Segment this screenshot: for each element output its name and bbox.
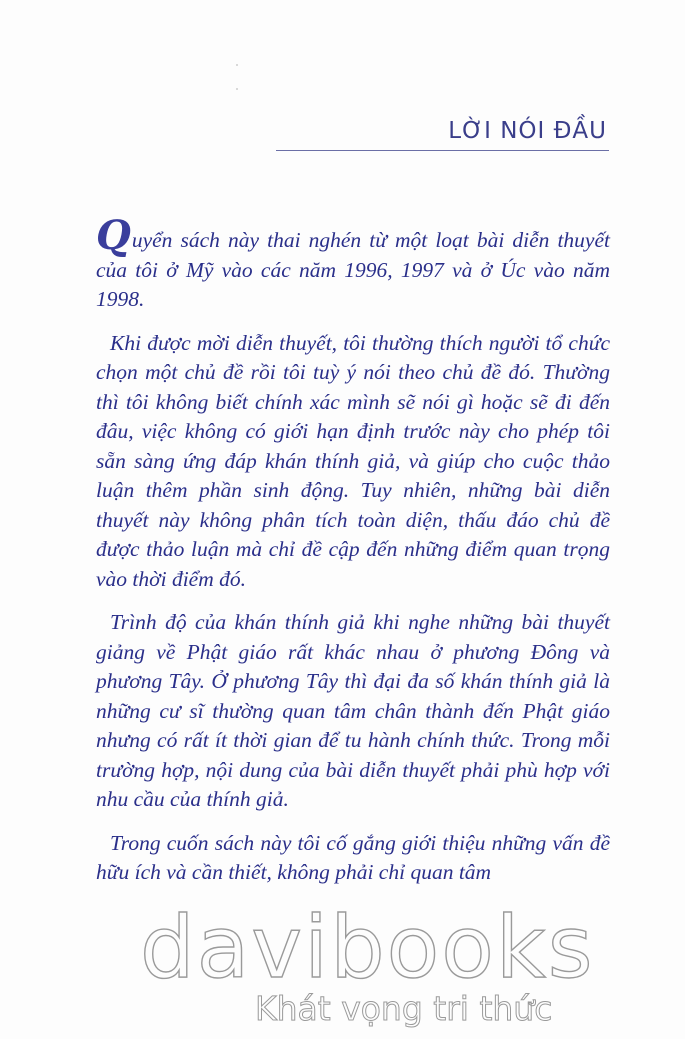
page-title: LỜI NÓI ĐẦU xyxy=(448,118,607,144)
title-rule xyxy=(276,150,609,151)
paragraph-1 xyxy=(96,212,610,315)
scan-speck xyxy=(236,64,238,66)
paragraph-1-text: uyển sách này thai nghén từ một loạt bài diễn thuyết của tôi ở Mỹ vào các năm 1996, 1997 và ở Úc vào năm 1998. xyxy=(96,228,610,311)
scan-speck xyxy=(236,88,238,90)
paragraph-4: Trong cuốn sách này tôi cố gắng giới thiệu những vấn đề hữu ích và cần thiết, không phải chỉ quan tâm xyxy=(96,830,610,884)
body-text xyxy=(96,212,610,902)
drop-cap: Q xyxy=(96,212,131,259)
paragraph-2: Khi được mời diễn thuyết, tôi thường thích người tổ chức chọn một chủ đề rồi tôi tuỳ ý nói theo chủ đề đó. Thường thì tôi không biết chính xác mình sẽ nói gì hoặc sẽ đi đến đâu, việc không có giới hạn định trước này cho phép tôi sẵn sàng ứng đáp khán thính giả, và giúp cho cuộc thảo luận thêm phần sinh động. Tuy nhiên, những bài diễn thuyết này không phân tích toàn diện, thấu đáo chủ đề được thảo luận mà chỉ đề cập đến những điểm quan trọng vào thời điểm đó. xyxy=(96,330,610,591)
watermark-slogan: Khát vọng tri thức xyxy=(255,989,553,1028)
watermark-brand: davibooks xyxy=(140,898,595,998)
paragraph-3: Trình độ của khán thính giả khi nghe những bài thuyết giảng về Phật giáo rất khác nhau ở phương Đông và phương Tây. Ở phương Tây thì đại đa số khán thính giả là những cư sĩ thường quan tâm chân thành đến Phật giáo nhưng có rất ít thời gian để tu hành chính thức. Trong mỗi trường hợp, nội dung của bài diễn thuyết phải phù hợp với nhu cầu của thính giả. xyxy=(96,610,610,811)
